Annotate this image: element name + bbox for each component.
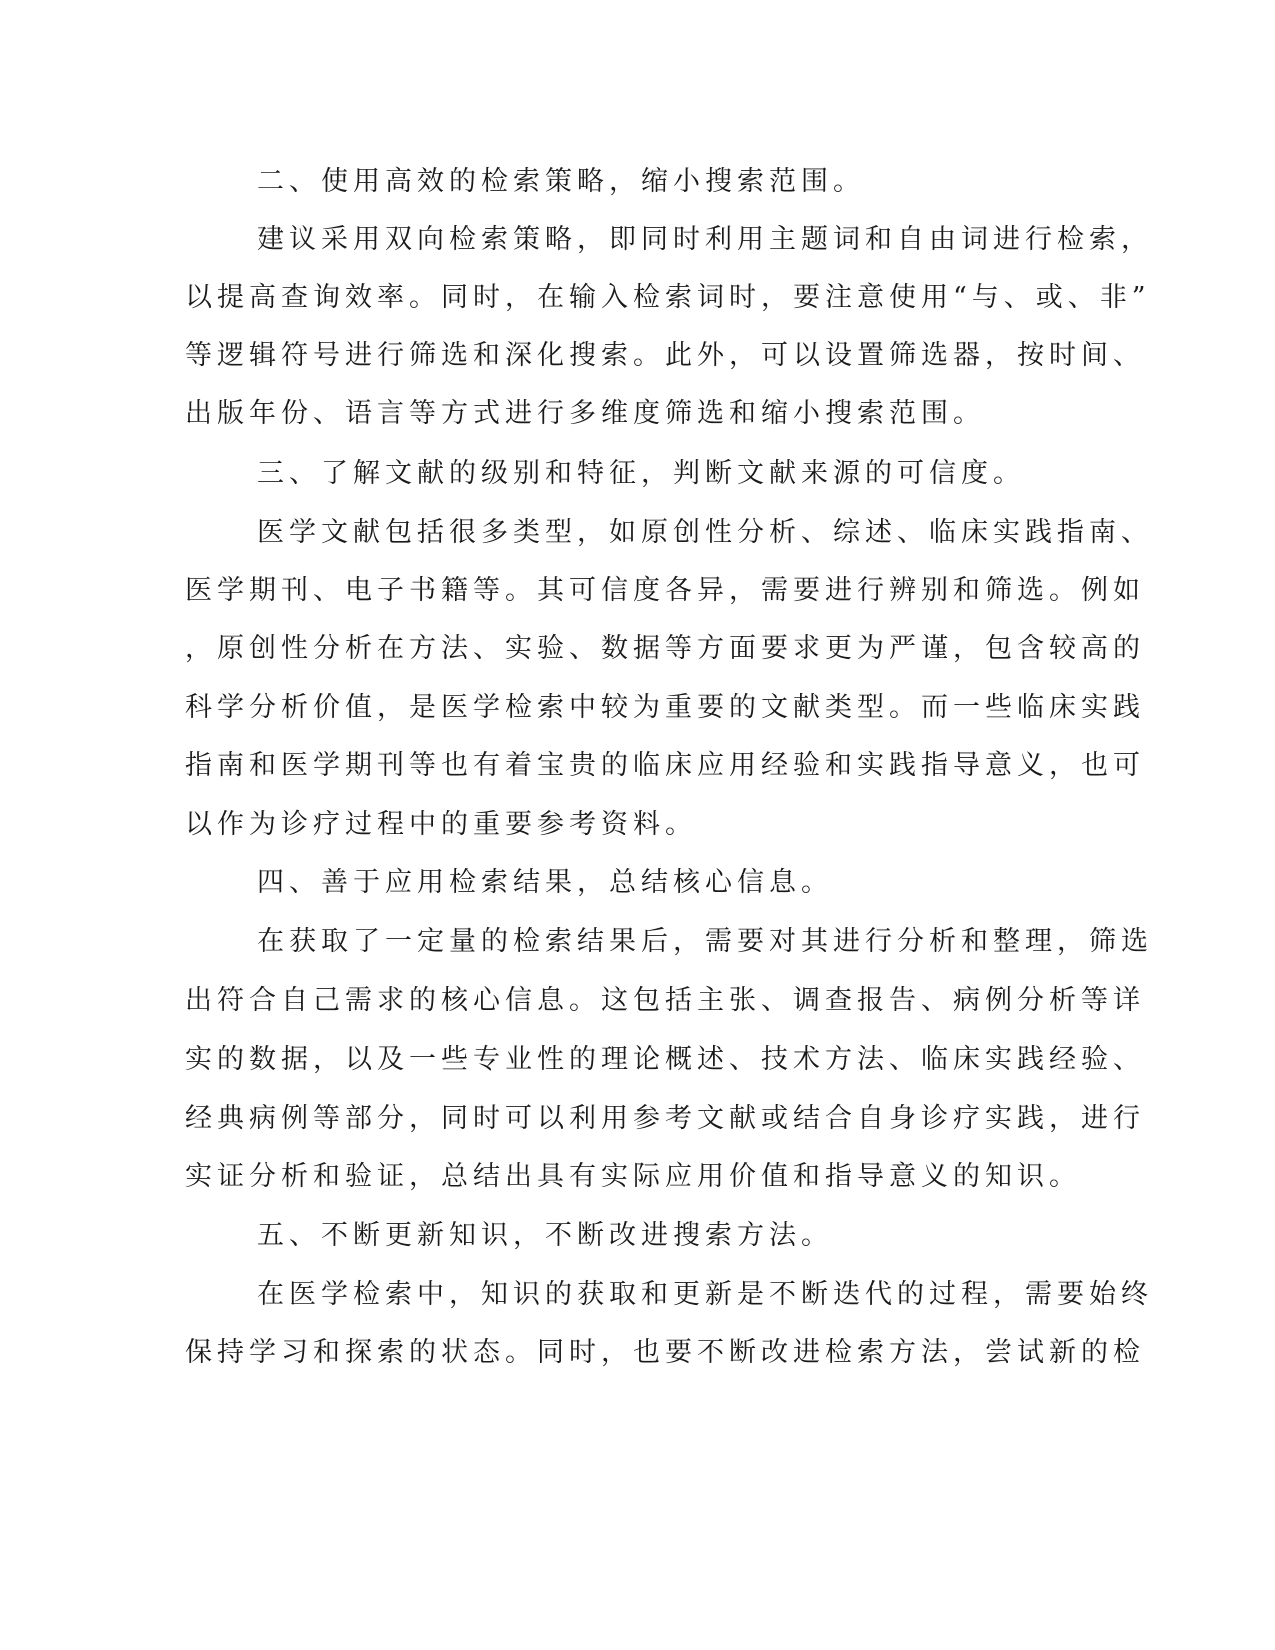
paragraph-line: 出版年份、语言等方式进行多维度筛选和缩小搜索范围。: [185, 398, 985, 429]
paragraph-line: 在医学检索中，知识的获取和更新是不断迭代的过程，需要始终: [257, 1279, 1153, 1310]
paragraph-line: 经典病例等部分，同时可以利用参考文献或结合自身诊疗实践，进行: [185, 1103, 1145, 1134]
section-heading-3: 三、了解文献的级别和特征，判断文献来源的可信度。: [257, 458, 1025, 489]
paragraph-line: 实的数据，以及一些专业性的理论概述、技术方法、临床实践经验、: [185, 1044, 1145, 1075]
paragraph-line: ，原创性分析在方法、实验、数据等方面要求更为严谨，包含较高的: [185, 633, 1145, 664]
paragraph-line: 以提高查询效率。同时，在输入检索词时，要注意使用“与、或、非”: [185, 282, 1151, 313]
paragraph-line: 科学分析价值，是医学检索中较为重要的文献类型。而一些临床实践: [185, 692, 1145, 723]
paragraph-line: 保持学习和探索的状态。同时，也要不断改进检索方法，尝试新的检: [185, 1337, 1145, 1368]
paragraph-line: 以作为诊疗过程中的重要参考资料。: [185, 809, 697, 840]
paragraph-line: 医学期刊、电子书籍等。其可信度各异，需要进行辨别和筛选。例如: [185, 575, 1145, 606]
paragraph-line: 建议采用双向检索策略，即同时利用主题词和自由词进行检索，: [257, 224, 1153, 255]
paragraph-line: 等逻辑符号进行筛选和深化搜索。此外，可以设置筛选器，按时间、: [185, 340, 1145, 371]
paragraph-line: 在获取了一定量的检索结果后，需要对其进行分析和整理，筛选: [257, 926, 1153, 957]
paragraph-line: 实证分析和验证，总结出具有实际应用价值和指导意义的知识。: [185, 1161, 1081, 1192]
section-heading-5: 五、不断更新知识，不断改进搜索方法。: [257, 1220, 833, 1251]
paragraph-line: 指南和医学期刊等也有着宝贵的临床应用经验和实践指导意义，也可: [185, 750, 1145, 781]
section-heading-2: 二、使用高效的检索策略，缩小搜索范围。: [257, 166, 865, 197]
paragraph-line: 医学文献包括很多类型，如原创性分析、综述、临床实践指南、: [257, 517, 1153, 548]
section-heading-4: 四、善于应用检索结果，总结核心信息。: [257, 867, 833, 898]
paragraph-line: 出符合自己需求的核心信息。这包括主张、调查报告、病例分析等详: [185, 985, 1145, 1016]
